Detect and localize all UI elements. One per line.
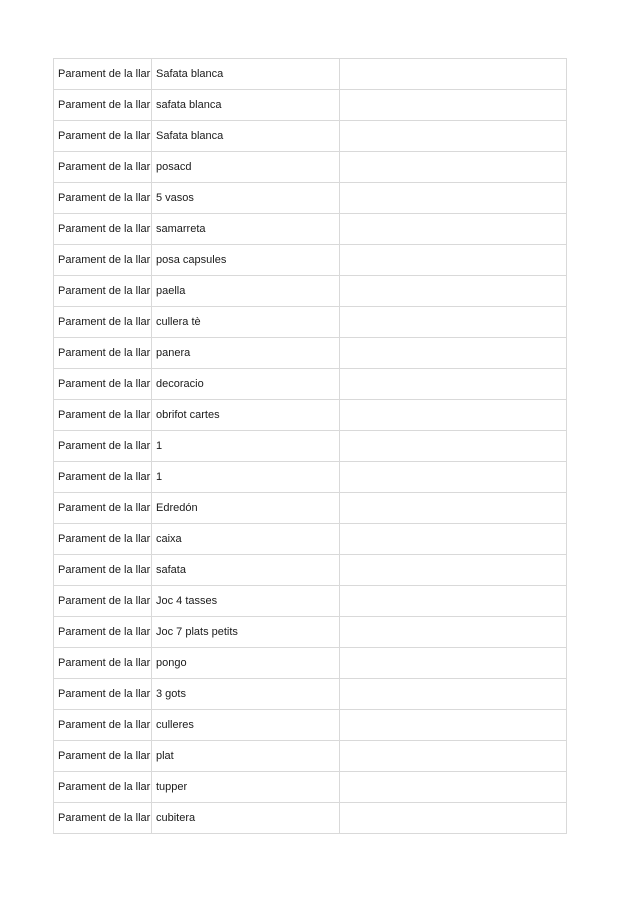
notes-cell <box>340 276 567 307</box>
table-row <box>54 276 567 307</box>
category-cell: Parament de la llar <box>54 307 152 338</box>
item-cell: 3 gots <box>152 679 340 710</box>
category-cell: Parament de la llar <box>54 276 152 307</box>
table-row <box>54 741 567 772</box>
category-cell: Parament de la llar <box>54 741 152 772</box>
table-row <box>54 338 567 369</box>
notes-cell <box>340 369 567 400</box>
table-row <box>54 59 567 90</box>
category-cell: Parament de la llar <box>54 679 152 710</box>
category-cell: Parament de la llar <box>54 617 152 648</box>
item-cell: posacd <box>152 152 340 183</box>
category-cell: Parament de la llar <box>54 803 152 834</box>
category-cell: Parament de la llar <box>54 586 152 617</box>
notes-cell <box>340 400 567 431</box>
item-cell: tupper <box>152 772 340 803</box>
item-cell: pongo <box>152 648 340 679</box>
table-row <box>54 462 567 493</box>
item-cell: culleres <box>152 710 340 741</box>
table-row <box>54 183 567 214</box>
category-cell: Parament de la llar <box>54 524 152 555</box>
table-row <box>54 617 567 648</box>
category-cell: Parament de la llar <box>54 90 152 121</box>
notes-cell <box>340 59 567 90</box>
category-cell: Parament de la llar <box>54 648 152 679</box>
category-cell: Parament de la llar <box>54 152 152 183</box>
category-cell: Parament de la llar <box>54 555 152 586</box>
notes-cell <box>340 462 567 493</box>
item-cell: 1 <box>152 462 340 493</box>
notes-cell <box>340 121 567 152</box>
item-cell: Joc 7 plats petits <box>152 617 340 648</box>
item-cell: cubitera <box>152 803 340 834</box>
item-cell: Joc 4 tasses <box>152 586 340 617</box>
category-cell: Parament de la llar <box>54 245 152 276</box>
notes-cell <box>340 648 567 679</box>
notes-cell <box>340 772 567 803</box>
notes-cell <box>340 679 567 710</box>
notes-cell <box>340 524 567 555</box>
table-row <box>54 648 567 679</box>
notes-cell <box>340 90 567 121</box>
notes-cell <box>340 307 567 338</box>
item-cell: safata <box>152 555 340 586</box>
table-row <box>54 121 567 152</box>
item-cell: safata blanca <box>152 90 340 121</box>
notes-cell <box>340 431 567 462</box>
notes-cell <box>340 741 567 772</box>
table-body <box>54 59 567 834</box>
item-cell: panera <box>152 338 340 369</box>
notes-cell <box>340 555 567 586</box>
table-row <box>54 307 567 338</box>
category-cell: Parament de la llar <box>54 493 152 524</box>
table-row <box>54 245 567 276</box>
notes-cell <box>340 214 567 245</box>
item-cell: plat <box>152 741 340 772</box>
notes-cell <box>340 710 567 741</box>
notes-cell <box>340 803 567 834</box>
inventory-table <box>53 58 567 834</box>
item-cell: samarreta <box>152 214 340 245</box>
notes-cell <box>340 183 567 214</box>
category-cell: Parament de la llar <box>54 462 152 493</box>
notes-cell <box>340 617 567 648</box>
table-row <box>54 493 567 524</box>
table-row <box>54 369 567 400</box>
item-cell: paella <box>152 276 340 307</box>
category-cell: Parament de la llar <box>54 183 152 214</box>
table-row <box>54 152 567 183</box>
category-cell: Parament de la llar <box>54 369 152 400</box>
category-cell: Parament de la llar <box>54 431 152 462</box>
category-cell: Parament de la llar <box>54 214 152 245</box>
notes-cell <box>340 152 567 183</box>
table-row <box>54 679 567 710</box>
category-cell: Parament de la llar <box>54 121 152 152</box>
item-cell: posa capsules <box>152 245 340 276</box>
item-cell: obrifot cartes <box>152 400 340 431</box>
notes-cell <box>340 245 567 276</box>
item-cell: Edredón <box>152 493 340 524</box>
item-cell: 5 vasos <box>152 183 340 214</box>
table-row <box>54 214 567 245</box>
table-row <box>54 400 567 431</box>
notes-cell <box>340 586 567 617</box>
item-cell: Safata blanca <box>152 59 340 90</box>
category-cell: Parament de la llar <box>54 59 152 90</box>
item-cell: Safata blanca <box>152 121 340 152</box>
item-cell: caixa <box>152 524 340 555</box>
category-cell: Parament de la llar <box>54 710 152 741</box>
table-row <box>54 431 567 462</box>
category-cell: Parament de la llar <box>54 772 152 803</box>
table-row <box>54 555 567 586</box>
table-row <box>54 772 567 803</box>
item-cell: decoracio <box>152 369 340 400</box>
table-row <box>54 710 567 741</box>
item-cell: 1 <box>152 431 340 462</box>
notes-cell <box>340 338 567 369</box>
table-row <box>54 90 567 121</box>
table-row <box>54 586 567 617</box>
notes-cell <box>340 493 567 524</box>
item-cell: cullera tè <box>152 307 340 338</box>
table-row <box>54 524 567 555</box>
table-row <box>54 803 567 834</box>
category-cell: Parament de la llar <box>54 400 152 431</box>
category-cell: Parament de la llar <box>54 338 152 369</box>
